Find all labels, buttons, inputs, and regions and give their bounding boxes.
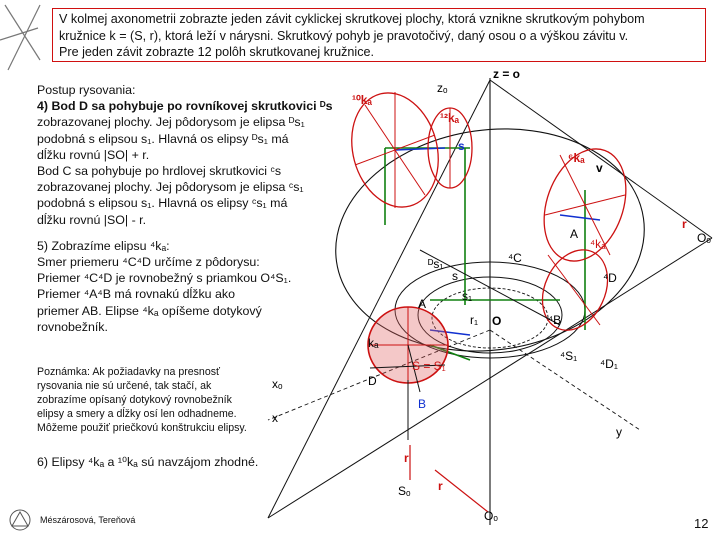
label-Oo: Oₒ xyxy=(697,231,711,245)
step5-line: Priemer ⁴C⁴D je rovnobežný s priamkou O⁴S₁. xyxy=(37,271,292,286)
step5-line: priemer AB. Elipse ⁴kₐ opíšeme dotykový xyxy=(37,303,262,318)
label-y: y xyxy=(616,425,622,439)
step4-line: podobná s elipsou s₁. Hlavná os elipsy ᴰs₁ má xyxy=(37,131,289,146)
step6-text: 6) Elipsy ⁴kₐ a ¹⁰kₐ sú navzájom zhodné. xyxy=(37,455,259,469)
step4-line: zobrazovanej plochy. Jej pôdorysom je elipsa ᶜs₁ xyxy=(37,180,304,195)
label-r1: r₁ xyxy=(470,313,479,327)
label-B4: ⁴B xyxy=(548,313,562,327)
label-O: O xyxy=(492,314,502,328)
authors: Mészárosová, Tereňová xyxy=(40,515,136,525)
label-k6: ⁶kₐ xyxy=(568,151,585,165)
note-line: elipsy a smery a dĺžky osí len odhadneme. xyxy=(37,408,237,420)
radius-marks xyxy=(410,445,488,512)
label-r-right: r xyxy=(682,217,687,231)
label-k4: ⁴kₐ xyxy=(590,237,606,251)
step4-line: Bod C sa pohybuje po hrdlovej skrutkovici ᶜs xyxy=(37,164,282,179)
label-xo: xₒ xyxy=(272,377,283,391)
label-D4: ⁴D xyxy=(603,271,617,285)
label-k10: ¹⁰kₐ xyxy=(352,93,373,107)
label-D41: ⁴D₁ xyxy=(600,357,618,371)
note-line: zobrazíme opísaný dotykový rovnobežník xyxy=(37,394,232,406)
corner-logo-icon xyxy=(10,510,30,530)
note-line: rysovania nie sú určené, tak stačí, ak xyxy=(37,380,212,392)
procedure-title: Postup rysovania: xyxy=(37,83,136,97)
label-s1: s₁ xyxy=(462,289,473,303)
label-x: x xyxy=(272,411,278,425)
label-k12: ¹²kₐ xyxy=(440,111,460,125)
circle-k4 xyxy=(530,239,620,340)
step5-line: Smer priemeru ⁴C⁴D určíme z pôdorysu: xyxy=(37,255,260,270)
note-line: Môžeme použiť priečkovú konštrukciu elipsy. xyxy=(37,422,247,434)
step5-line: 5) Zobrazíme elipsu ⁴kₐ: xyxy=(37,238,170,253)
task-line-2: kružnice k = (S, r), ktorá leží v nárysni. Skrutkový pohyb je pravotočivý, daný osou o a výškou závitu v. xyxy=(59,28,629,43)
task-line-1: V kolmej axonometrii zobrazte jeden závit cyklickej skrutkovej plochy, ktorá vznikne skrutkovým pohybom xyxy=(59,12,645,26)
step4-line: podobná s elipsou s₁. Hlavná os elipsy ᶜs₁ má xyxy=(37,196,288,211)
note-line: Poznámka: Ak požiadavky na presnosť xyxy=(37,366,220,378)
label-A-left: A xyxy=(418,297,427,311)
label-zo: zₒ xyxy=(437,81,448,95)
label-So: Sₒ xyxy=(398,484,411,498)
step4-line: 4) Bod D sa pohybuje po rovníkovej skrutkovici ᴰs xyxy=(37,99,333,114)
step4-line: zobrazovanej plochy. Jej pôdorysom je elipsa ᴰs₁ xyxy=(37,115,305,130)
step4-line: dĺžku rovnú |SO| - r. xyxy=(37,212,147,227)
label-Ds1: ᴰs₁ xyxy=(428,257,444,271)
y-axis xyxy=(490,330,640,430)
label-S4: ⁴S₁ xyxy=(560,349,578,363)
page-number: 12 xyxy=(694,516,709,531)
label-A-top: A xyxy=(570,227,579,241)
label-ka: kₐ xyxy=(368,336,379,350)
step5-line: Priemer ⁴A⁴B má rovnakú dĺžku ako xyxy=(37,287,235,302)
label-s: s xyxy=(458,139,465,153)
label-z-o: z = o xyxy=(493,67,521,81)
step4-line: dĺžku rovnú |SO| + r. xyxy=(37,147,150,162)
step5-line: rovnobežník. xyxy=(37,319,108,334)
label-s-mid: s xyxy=(452,269,458,283)
label-C4: ⁴C xyxy=(508,251,522,265)
label-D: D xyxy=(368,374,377,388)
label-S-eq-S1: S = S₁ xyxy=(412,359,446,373)
label-O-bottom: Oₒ xyxy=(484,509,498,523)
label-r-bottom: r xyxy=(404,451,409,465)
label-v: v xyxy=(596,161,603,175)
label-r-low: r xyxy=(438,479,443,493)
compass-decoration-icon xyxy=(0,5,40,70)
task-line-3: Pre jeden závit zobrazte 12 polôh skrutkovanej kružnice. xyxy=(59,45,375,59)
label-B: B xyxy=(418,397,427,411)
